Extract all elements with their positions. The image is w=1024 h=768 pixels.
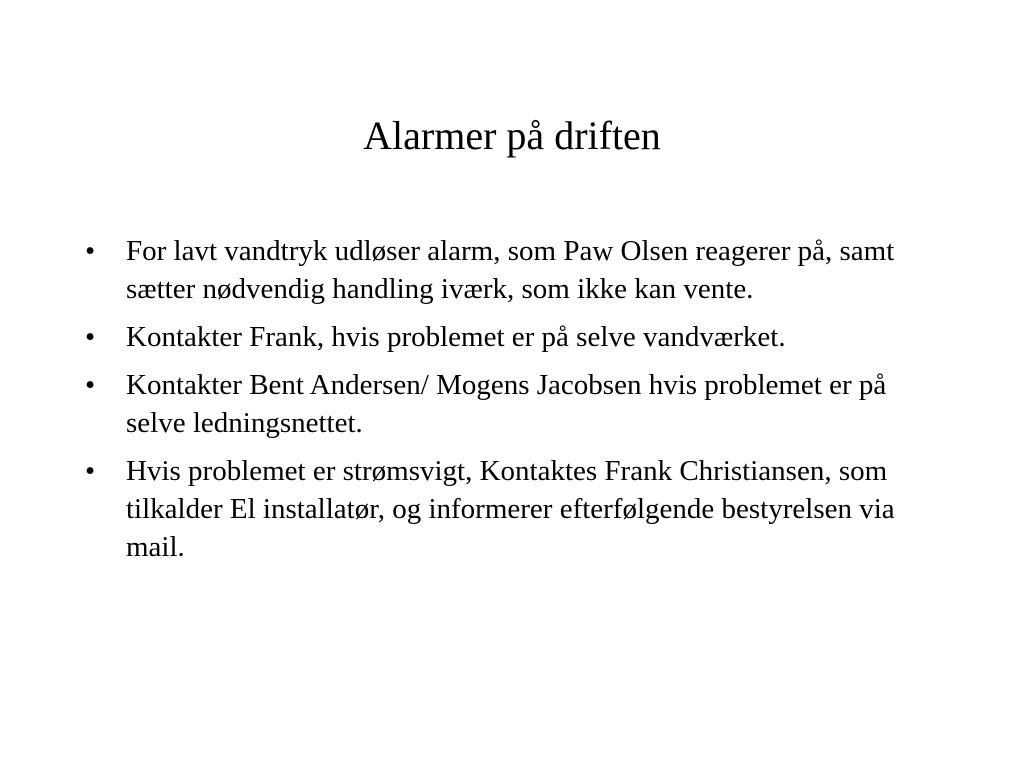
- bullet-text: Kontakter Frank, hvis problemet er på selve vandværket.: [126, 321, 786, 353]
- bullet-list: [85, 232, 920, 576]
- bullet-marker: •: [85, 369, 96, 401]
- bullet-item: [85, 366, 920, 442]
- bullet-text: Kontakter Bent Andersen/ Mogens Jacobsen hvis problemet er på selve ledningsnettet.: [126, 369, 887, 439]
- bullet-marker: •: [85, 235, 96, 267]
- bullet-item: [85, 232, 920, 308]
- bullet-item: [85, 452, 920, 566]
- bullet-text: Hvis problemet er strømsvigt, Kontaktes Frank Christiansen, som tilkalder El installatør, og informerer efterfølgende bestyrelsen via mail.: [126, 455, 895, 563]
- bullet-marker: •: [85, 455, 96, 487]
- bullet-text: For lavt vandtryk udløser alarm, som Paw Olsen reagerer på, samt sætter nødvendig handling iværk, som ikke kan vente.: [126, 235, 895, 305]
- bullet-marker: •: [85, 321, 96, 353]
- bullet-item: [85, 318, 920, 356]
- slide-title: Alarmer på driften: [363, 113, 661, 158]
